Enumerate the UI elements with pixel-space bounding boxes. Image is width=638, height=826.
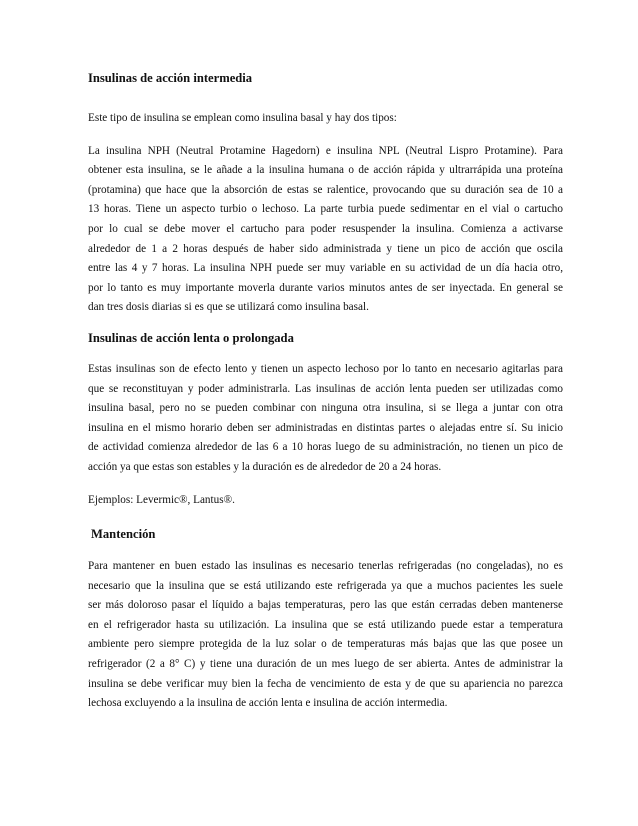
- text-line: por lo tanto es muy importante moverla durante varios minutos antes de ser inyectada. En general se: [88, 281, 563, 294]
- text-line: acción ya que estas son estables y la duración es de alrededor de 20 a 24 horas.: [88, 460, 442, 473]
- text-line: alrededor de 1 a 2 horas después de haber sido administrada y tiene un pico de acción que oscila: [88, 242, 563, 255]
- maintenance-paragraph: [88, 557, 563, 714]
- intermediate-paragraph: [88, 142, 563, 318]
- text-line: en el refrigerador hasta su utilización. La insulina que se está utilizando puede estar a temperatura: [88, 618, 563, 631]
- text-line: necesario que la insulina que se está utilizando este refrigerada ya que a muchos pacientes les suele: [88, 579, 563, 592]
- text-line: dan tres dosis diarias si es que se utilizará como insulina basal.: [88, 301, 369, 314]
- text-line: que se reconstituyan y poder administrarla. Las insulinas de acción lenta pueden ser utilizadas como: [88, 382, 563, 395]
- text-line: Este tipo de insulina se emplean como insulina basal y hay dos tipos:: [88, 112, 397, 124]
- text-line: ambiente pero siempre protegida de la luz solar o de temperaturas más bajas que las que posee un: [88, 638, 563, 651]
- text-line: Para mantener en buen estado las insulinas es necesario tenerlas refrigeradas (no congeladas), no es: [88, 560, 563, 573]
- text-line: insulina se debe verificar muy bien la fecha de vencimiento de esta y de que su apariencia no parezca: [88, 677, 563, 690]
- intro-paragraph: [88, 109, 563, 129]
- text-line: lechosa excluyendo a la insulina de acción lenta e insulina de acción intermedia.: [88, 697, 448, 710]
- text-line: de actividad comienza alrededor de las 6 a 10 horas luego de su administración, no tienen un pico de: [88, 441, 563, 454]
- long-acting-paragraph: [88, 360, 563, 478]
- text-line: (protamina) que hace que la absorción de estas se ralentice, provocando que su duración sea de 10 a: [88, 183, 563, 196]
- document-page: [88, 70, 563, 714]
- text-line: por lo cual se debe mover el cartucho para poder resuspender la insulina. Comienza a activarse: [88, 222, 563, 235]
- text-line: obtener esta insulina, se le añade a la insulina humana o de acción rápida y ultrarrápida una proteína: [88, 164, 563, 177]
- text-line: Estas insulinas son de efecto lento y tienen un aspecto lechoso por lo tanto en necesario agitarlas para: [88, 362, 563, 375]
- text-line: ser más doloroso pasar el líquido a bajas temperaturas, pero las que están cerradas deben mantenerse: [88, 599, 563, 612]
- text-line: 13 horas. Tiene un aspecto turbio o lechoso. La parte turbia puede sedimentar en el vial o cartucho: [88, 203, 563, 216]
- text-line: insulina basal, pero no se pueden combinar con ninguna otra insulina, si se llega a juntar con otra: [88, 402, 563, 415]
- section-heading-long-acting: Insulinas de acción lenta o prolongada: [88, 330, 294, 345]
- text-line: entre las 4 y 7 horas. La insulina NPH puede ser muy variable en su actividad de un día hacia otro,: [88, 262, 563, 275]
- text-line: refrigerador (2 a 8° C) y tiene una duración de un mes luego de ser abierta. Antes de administrar la: [88, 658, 563, 671]
- text-line: insulina en el mismo horario deben ser administradas en distintas partes o alejadas entre sí. Su inicio: [88, 421, 563, 434]
- text-line: Ejemplos: Levermic®, Lantus®.: [88, 493, 235, 506]
- section-heading-intermediate: Insulinas de acción intermedia: [88, 71, 253, 85]
- examples-paragraph: [88, 491, 563, 511]
- text-line: La insulina NPH (Neutral Protamine Hagedorn) e insulina NPL (Neutral Lispro Protamine). Para: [88, 144, 563, 157]
- section-heading-maintenance: Mantención: [91, 527, 156, 542]
